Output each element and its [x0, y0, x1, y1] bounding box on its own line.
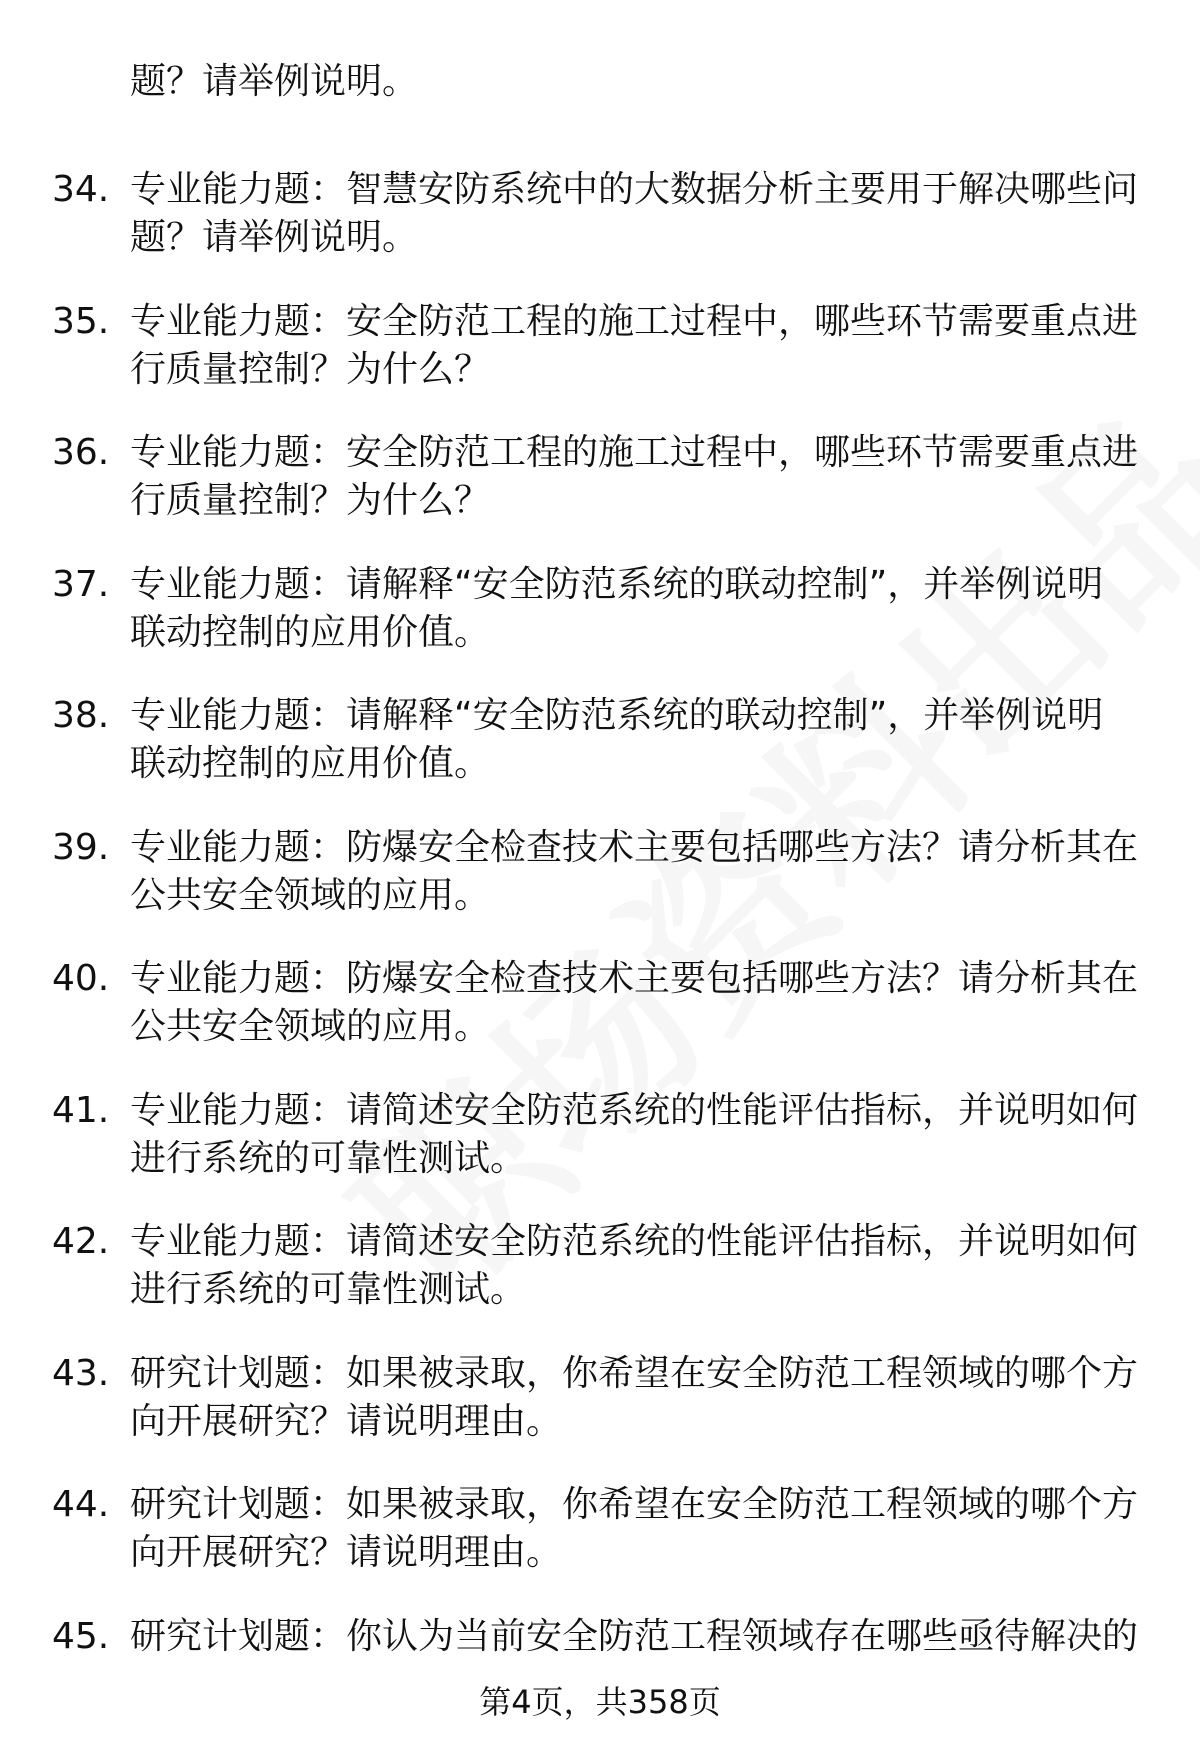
question-line: 专业能力题：安全防范工程的施工过程中，哪些环节需要重点进 — [130, 432, 1139, 473]
question-number: 35. — [52, 300, 110, 342]
question-item — [0, 824, 1200, 956]
question-item — [0, 1350, 1200, 1482]
question-number: 37. — [52, 563, 110, 605]
question-text — [130, 1350, 1140, 1446]
question-line: 专业能力题：防爆安全检查技术主要包括哪些方法？请分析其在 — [130, 958, 1139, 999]
question-line: 行质量控制？为什么？ — [130, 348, 491, 390]
question-number: 40. — [52, 958, 110, 999]
question-line: 研究计划题：如果被录取，你希望在安全防范工程领域的哪个方 — [130, 1352, 1139, 1394]
question-text — [130, 429, 1140, 525]
question-line: 专业能力题：安全防范工程的施工过程中，哪些环节需要重点进 — [130, 300, 1139, 342]
question-number: 42. — [52, 1221, 110, 1262]
question-line: 研究计划题：如果被录取，你希望在安全防范工程领域的哪个方 — [130, 1484, 1139, 1525]
question-line: 题？请举例说明。 — [130, 217, 419, 258]
question-line: 向开展研究？请说明理由。 — [130, 1532, 563, 1573]
question-number: 36. — [52, 432, 110, 473]
question-line: 联动控制的应用价值。 — [130, 611, 491, 653]
question-line: 专业能力题：请简述安全防范系统的性能评估指标，并说明如何 — [130, 1221, 1139, 1262]
question-item — [0, 1481, 1200, 1613]
question-text — [130, 166, 1140, 262]
question-line: 研究计划题：你认为当前安全防范工程领域存在哪些亟待解决的 — [130, 1615, 1139, 1657]
page-footer: 第4页，共358页 — [479, 1683, 721, 1721]
question-line: 专业能力题：请解释“安全防范系统的联动控制”，并举例说明 — [130, 695, 1104, 736]
question-item — [0, 298, 1200, 430]
question-line: 专业能力题：请解释“安全防范系统的联动控制”，并举例说明 — [130, 563, 1104, 605]
question-number: 41. — [52, 1089, 110, 1131]
question-text — [130, 955, 1140, 1051]
question-line: 专业能力题：智慧安防系统中的大数据分析主要用于解决哪些问 — [130, 169, 1139, 210]
question-item — [0, 561, 1200, 693]
question-number: 34. — [52, 169, 110, 210]
question-text — [130, 1481, 1140, 1577]
question-line: 公共安全领域的应用。 — [130, 874, 491, 916]
question-item — [0, 1087, 1200, 1219]
question-number: 38. — [52, 695, 110, 736]
question-item — [0, 166, 1200, 298]
question-text — [130, 824, 1140, 920]
question-line: 联动控制的应用价值。 — [130, 743, 491, 784]
question-line: 向开展研究？请说明理由。 — [130, 1400, 563, 1442]
question-line: 进行系统的可靠性测试。 — [130, 1269, 527, 1310]
question-text — [130, 561, 1140, 657]
question-item — [0, 692, 1200, 824]
question-text — [130, 1613, 1140, 1661]
question-number: 45. — [52, 1615, 110, 1657]
question-text — [130, 298, 1140, 394]
question-text — [130, 1218, 1140, 1314]
question-text — [130, 692, 1140, 788]
question-item — [0, 429, 1200, 561]
question-item — [0, 955, 1200, 1087]
question-line: 行质量控制？为什么？ — [130, 480, 491, 521]
question-list — [0, 166, 1200, 1744]
question-item — [0, 1613, 1200, 1745]
question-number: 39. — [52, 826, 110, 868]
question-text — [130, 1087, 1140, 1183]
question-line: 专业能力题：请简述安全防范系统的性能评估指标，并说明如何 — [130, 1089, 1139, 1131]
question-line: 公共安全领域的应用。 — [130, 1006, 491, 1047]
question-number: 43. — [52, 1352, 110, 1394]
question-line: 专业能力题：防爆安全检查技术主要包括哪些方法？请分析其在 — [130, 826, 1139, 868]
question-number: 44. — [52, 1484, 110, 1525]
question-line: 进行系统的可靠性测试。 — [130, 1137, 527, 1179]
question-item — [0, 1218, 1200, 1350]
continued-question-line: 题？请举例说明。 — [130, 61, 419, 102]
